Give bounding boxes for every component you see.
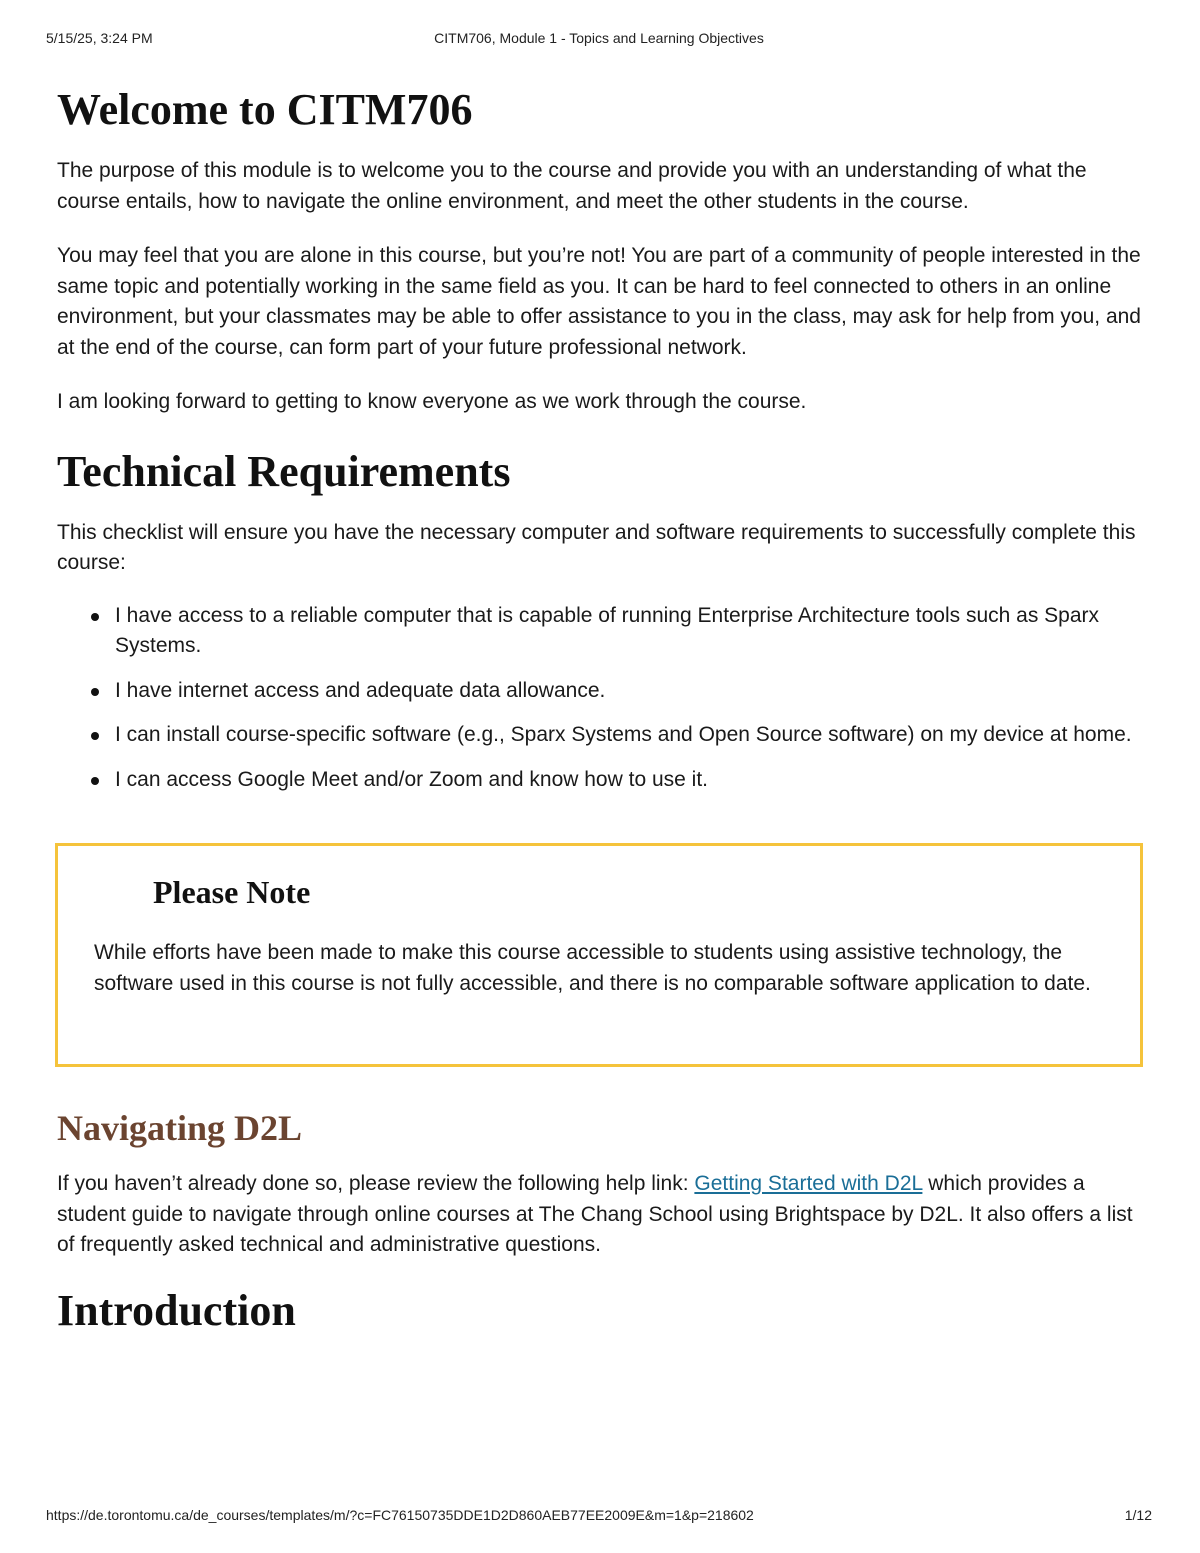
navigating-paragraph [57, 1169, 1145, 1261]
navigating-text-before: If you haven’t already done so, please review the following help link: [57, 1172, 695, 1195]
checklist-item-text: I can access Google Meet and/or Zoom and know how to use it. [115, 767, 708, 791]
print-datetime: 5/15/25, 3:24 PM [46, 30, 153, 46]
checklist-item-text: I can install course-specific software (e.g., Sparx Systems and Open Source software) on my device at home. [115, 723, 1132, 746]
print-header [46, 30, 1152, 50]
checklist-item-text: I have access to a reliable computer that is capable of running Enterprise Architecture tools such as Sparx Systems. [115, 603, 1100, 657]
checklist-item [57, 765, 1145, 796]
requirements-checklist [57, 601, 1145, 796]
welcome-paragraph: The purpose of this module is to welcome you to the course and provide you with an understanding of what the course entails, how to navigate the online environment, and meet the other students in the course. [57, 159, 1087, 213]
welcome-heading: Welcome to CITM706 [57, 85, 473, 134]
bullet-icon [91, 777, 99, 785]
navigating-d2l-heading: Navigating D2L [57, 1108, 303, 1148]
bullet-icon [91, 688, 99, 696]
bullet-icon [91, 613, 99, 621]
technical-intro: This checklist will ensure you have the necessary computer and software requirements to successfully complete this course: [57, 520, 1136, 574]
print-url: https://de.torontomu.ca/de_courses/templates/m/?c=FC76150735DDE1D2D860AEB77EE2009E&m=1&p=218602 [46, 1507, 754, 1523]
page-content [57, 80, 1145, 1339]
navigating-text-after: which provides a student guide to navigate through online courses at The Chang School using Brightspace by D2L. It also offers a list of frequently asked technical and administrative questions. [57, 1172, 1133, 1256]
checklist-item [57, 601, 1145, 662]
print-footer [46, 1507, 1152, 1527]
checklist-item-text: I have internet access and adequate data allowance. [115, 678, 606, 702]
please-note-callout [55, 843, 1143, 1067]
print-page-title: CITM706, Module 1 - Topics and Learning Objectives [434, 30, 764, 46]
page-number: 1/12 [1124, 1507, 1152, 1523]
welcome-paragraph: You may feel that you are alone in this course, but you’re not! You are part of a community of people interested in the same topic and potentially working in the same field as you. It can be hard to feel connected to others in an online environment, but your classmates may be able to offer assistance to you in the class, may ask for help from you, and at the end of the course, can form part of your future professional network. [57, 244, 1141, 359]
checklist-item [57, 676, 1145, 707]
bullet-icon [91, 732, 99, 740]
checklist-item [57, 720, 1145, 751]
introduction-heading: Introduction [57, 1285, 296, 1335]
note-title: Please Note [153, 874, 311, 910]
getting-started-d2l-link[interactable]: Getting Started with D2L [694, 1172, 923, 1195]
technical-requirements-heading: Technical Requirements [57, 446, 511, 496]
welcome-paragraph: I am looking forward to getting to know everyone as we work through the course. [57, 390, 807, 413]
note-body: While efforts have been made to make this course accessible to students using assistive technology, the software used in this course is not fully accessible, and there is no comparable software application to date. [94, 941, 1091, 995]
